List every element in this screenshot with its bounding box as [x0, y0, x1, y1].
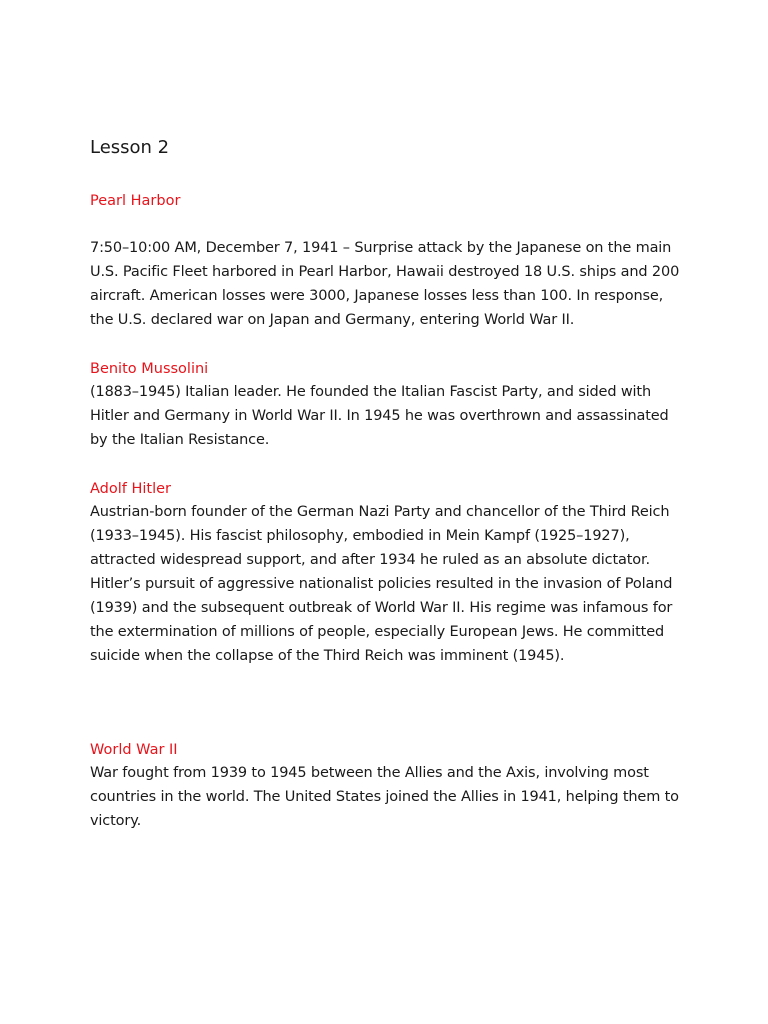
lesson-title: Lesson 2: [90, 137, 170, 158]
section-heading-benito-mussolini: Benito Mussolini: [90, 361, 209, 377]
section-heading-pearl-harbor: Pearl Harbor: [90, 193, 181, 209]
section-body-world-war-ii: War fought from 1939 to 1945 between the Allies and the Axis, involving most countries in the world. The United States joined the Allies in 1941, helping them to victory.: [90, 765, 679, 829]
section-adolf-hitler: [90, 478, 690, 668]
section-world-war-ii: [90, 739, 690, 833]
section-heading-adolf-hitler: Adolf Hitler: [90, 481, 172, 497]
section-body-pearl-harbor: 7:50–10:00 AM, December 7, 1941 – Surprise attack by the Japanese on the main U.S. Pacific Fleet harbored in Pearl Harbor, Hawaii destroyed 18 U.S. ships and 200 aircraft. American losses were 3000, Japanese losses less than 100. In response, the U.S. declared war on Japan and Germany, entering World War II.: [90, 240, 680, 328]
section-body-benito-mussolini: (1883–1945) Italian leader. He founded the Italian Fascist Party, and sided with Hitler and Germany in World War II. In 1945 he was overthrown and assassinated by the Italian Resistance.: [90, 384, 669, 448]
section-body-adolf-hitler: Austrian-born founder of the German Nazi Party and chancellor of the Third Reich (1933–1945). His fascist philosophy, embodied in Mein Kampf (1925–1927), attracted widespread support, and after 1934 he ruled as an absolute dictator. Hitler’s pursuit of aggressive nationalist policies resulted in the invasion of Poland (1939) and the subsequent outbreak of World War II. His regime was infamous for the extermination of millions of people, especially European Jews. He committed suicide when the collapse of the Third Reich was imminent (1945).: [90, 504, 673, 664]
section-heading-world-war-ii: World War II: [90, 742, 178, 758]
section-benito-mussolini: [90, 358, 690, 452]
